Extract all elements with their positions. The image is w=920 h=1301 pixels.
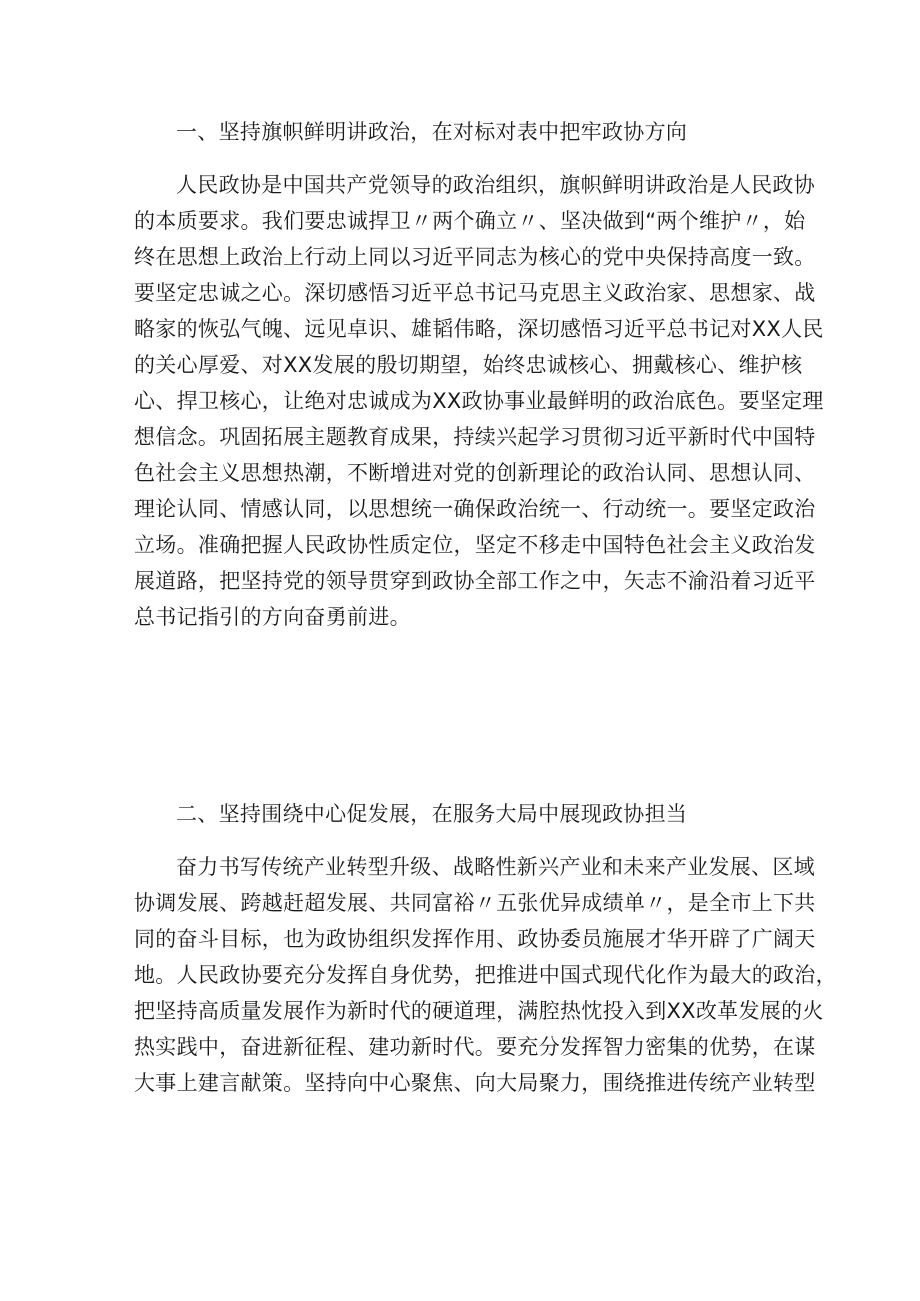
paragraph-line: 心、捍卫核心，让绝对忠诚成为XX政协事业最鲜明的政治底色。要坚定理 (134, 389, 824, 413)
paragraph-line: 略家的恢弘气魄、远见卓识、雄韬伟略，深切感悟习近平总书记对XX人民 (134, 317, 824, 341)
paragraph-line: 地。人民政协要充分发挥自身优势，把推进中国式现代化作为最大的政治， (134, 963, 837, 987)
paragraph-line: 协调发展、跨越赶超发展、共同富裕〃五张优异成绩单〃，是全市上下共 (134, 891, 816, 915)
paragraph-line: 展道路，把坚持党的领导贯穿到政协全部工作之中，矢志不渝沿着习近平 (134, 569, 816, 593)
paragraph-line: 的本质要求。我们要忠诚捍卫〃两个确立〃、坚决做到“两个维护〃，始 (134, 209, 806, 233)
section-paragraph-1 (134, 167, 824, 635)
paragraph-line: 理论认同、情感认同，以思想统一确保政治统一、行动统一。要坚定政治 (134, 497, 816, 521)
section-paragraph-2 (134, 849, 837, 1101)
section-heading-1: 一、坚持旗帜鲜明讲政治，在对标对表中把牢政协方向 (176, 120, 688, 144)
section-heading-2: 二、坚持围绕中心促发展，在服务大局中展现政协担当 (176, 802, 688, 826)
paragraph-line: 立场。准确把握人民政协性质定位，坚定不移走中国特色社会主义政治发 (134, 533, 816, 557)
paragraph-line: 把坚持高质量发展作为新时代的硬道理，满腔热忱投入到XX改革发展的火 (134, 999, 824, 1023)
paragraph-line: 想信念。巩固拓展主题教育成果，持续兴起学习贯彻习近平新时代中国特 (134, 425, 816, 449)
paragraph-line: 人民政协是中国共产党领导的政治组织，旗帜鲜明讲政治是人民政协 (176, 173, 815, 197)
paragraph-line: 色社会主义思想热潮，不断增进对党的创新理论的政治认同、思想认同、 (134, 461, 816, 485)
paragraph-line: 大事上建言献策。坚持向中心聚焦、向大局聚力，围绕推进传统产业转型 (134, 1071, 816, 1095)
paragraph-line: 终在思想上政治上行动上同以习近平同志为核心的党中央保持高度一致。 (134, 245, 816, 269)
paragraph-line: 奋力书写传统产业转型升级、战略性新兴产业和未来产业发展、区域 (176, 855, 815, 879)
paragraph-line: 同的奋斗目标，也为政协组织发挥作用、政协委员施展才华开辟了广阔天 (134, 927, 816, 951)
paragraph-line: 总书记指引的方向奋勇前进。 (134, 605, 411, 629)
paragraph-line: 的关心厚爱、对XX发展的殷切期望，始终忠诚核心、拥戴核心、维护核 (134, 353, 803, 377)
paragraph-line: 热实践中，奋进新征程、建功新时代。要充分发挥智力密集的优势，在谋 (134, 1035, 816, 1059)
paragraph-line: 要坚定忠诚之心。深切感悟习近平总书记马克思主义政治家、思想家、战 (134, 281, 816, 305)
